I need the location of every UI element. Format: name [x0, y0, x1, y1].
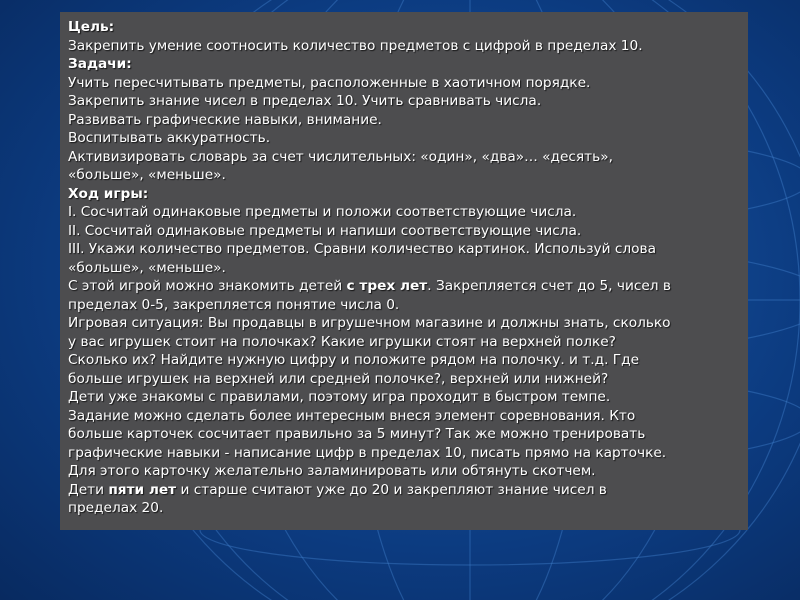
age-five-text-end: и старше считают уже до 20 и закрепляют знание чисел в [176, 481, 607, 498]
game-step: «больше», «меньше». [68, 259, 226, 276]
goal-text: Закрепить умение соотносить количество предметов с цифрой в пределах 10. [68, 37, 643, 54]
game-heading: Ход игры: [68, 185, 149, 202]
task-item: Учить пересчитывать предметы, расположенные в хаотичном порядке. [68, 74, 591, 91]
situation-line: Задание можно сделать более интересным внеся элемент соревнования. Кто [68, 407, 636, 424]
task-item: Закрепить знание чисел в пределах 10. Учить сравнивать числа. [68, 93, 542, 109]
tasks-heading: Задачи: [68, 56, 132, 72]
age-three-line-2: пределах 0-5, закрепляется понятие числа 0. [68, 296, 400, 313]
age-three-text-end: . Закрепляется счет до 5, чисел в [427, 278, 671, 294]
task-item: Развивать графические навыки, внимание. [68, 111, 382, 128]
age-five-emphasis: пяти лет [108, 481, 177, 498]
situation-line: графические навыки - написание цифр в пределах 10, писать прямо на карточке. [68, 444, 667, 461]
age-three-text-start: С этой игрой можно знакомить детей [68, 278, 347, 294]
task-item: «больше», «меньше». [68, 167, 226, 183]
age-five-text-start: Дети [68, 481, 109, 498]
situation-line: у вас игрушек стоит на полочках? Какие игрушки стоят на верхней полке? [68, 333, 616, 350]
game-step: I. Сосчитай одинаковые предметы и положи соответствующие числа. [68, 204, 577, 220]
situation-line: Сколько их? Найдите нужную цифру и положите рядом на полочку. и т.д. Где [68, 352, 640, 368]
age-five-paragraph [68, 481, 740, 500]
situation-line: больше карточек сосчитает правильно за 5 минут? Так же можно тренировать [68, 426, 646, 442]
task-item: Воспитывать аккуратность. [68, 130, 271, 146]
game-step: II. Сосчитай одинаковые предметы и напиши соответствующие числа. [68, 222, 582, 239]
age-three-paragraph [68, 277, 740, 296]
goal-heading: Цель: [68, 19, 115, 35]
situation-line: Для этого карточку желательно заламинировать или обтянуть скотчем. [68, 463, 596, 479]
game-step: III. Укажи количество предметов. Сравни количество картинок. Используй слова [68, 241, 656, 257]
task-item: Активизировать словарь за счет числительных: «один», «два»… «десять», [68, 148, 613, 165]
text-panel [60, 12, 748, 530]
situation-line: Дети уже знакомы с правилами, поэтому игра проходит в быстром темпе. [68, 389, 611, 405]
age-three-emphasis: с трех лет [346, 278, 428, 294]
age-five-line-2: пределах 20. [68, 500, 164, 516]
situation-line: Игровая ситуация: Вы продавцы в игрушечном магазине и должны знать, сколько [68, 315, 671, 331]
situation-line: больше игрушек на верхней или средней полочке?, верхней или нижней? [68, 370, 609, 387]
